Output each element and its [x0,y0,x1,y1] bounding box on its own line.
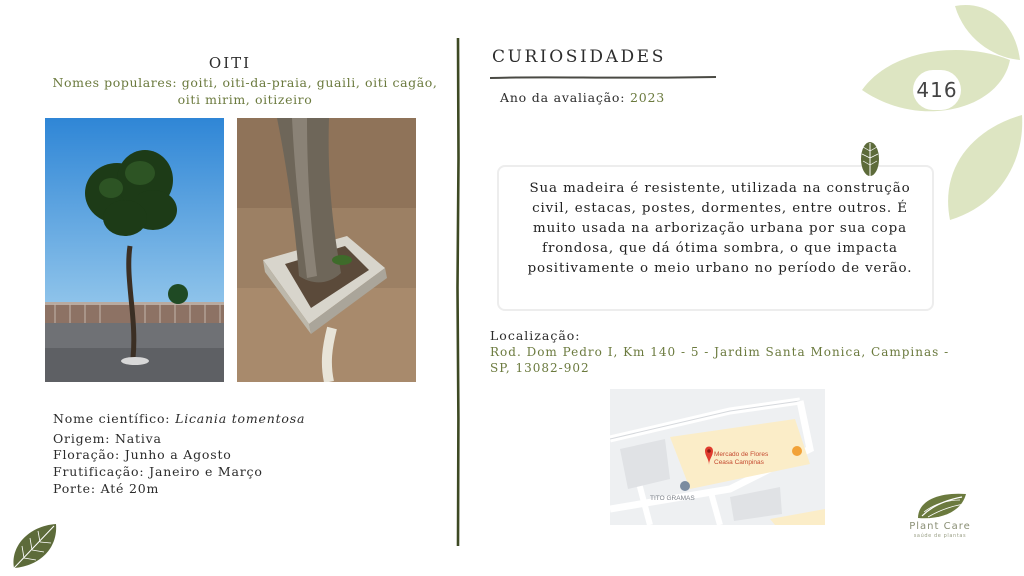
curiosity-text: Sua madeira é resistente, utilizada na construção civil, estacas, postes, dormentes, entre outros. É muito usada na arborização urbana por sua copa frondosa, que dá ótima sombra, o que impacta positivamente o meio urbano no período de verão. [527,181,913,276]
plant-care-logo [900,488,980,548]
trunk-photo [237,118,416,382]
scientific-label: Nome científico: [53,411,171,426]
bottom-leaf-icon [10,522,60,570]
location-map[interactable] [610,389,825,525]
curiosities-heading: CURIOSIDADES [492,47,666,67]
plant-number-badge: 416 [913,70,961,110]
location-address: Rod. Dom Pedro I, Km 140 - 5 - Jardim Santa Monica, Campinas - SP, 13082-902 [490,345,950,375]
vertical-divider [455,38,461,546]
plant-title: OITI [208,54,252,72]
heading-underline [490,66,716,74]
map-place-line2: Ceasa Campinas [714,459,764,466]
fruiting: Frutificação: Janeiro e Março [53,464,263,479]
location-label: Localização: [490,328,581,343]
popular-names: Nomes populares: goiti, oiti-da-praia, guaili, oiti cagão, oiti mirim, oitizeiro [52,75,438,107]
scientific-value: Licania tomentosa [175,411,306,426]
origin: Origem: Nativa [53,431,162,446]
brand-tagline: saúde de plantas [913,533,967,539]
evaluation-year [500,90,665,105]
decorative-leaves-icon [860,0,1024,225]
year-value: 2023 [630,90,666,105]
map-secondary-place: TITO GRAMAS [650,495,695,502]
map-place-line1: Mercado de Flores [714,451,769,458]
scientific-name [53,411,305,426]
tree-photo [45,118,224,382]
flowering: Floração: Junho a Agosto [53,447,232,462]
brand-name: Plant Care [909,521,971,532]
size: Porte: Até 20m [53,481,160,496]
year-label: Ano da avaliação: [500,90,626,105]
